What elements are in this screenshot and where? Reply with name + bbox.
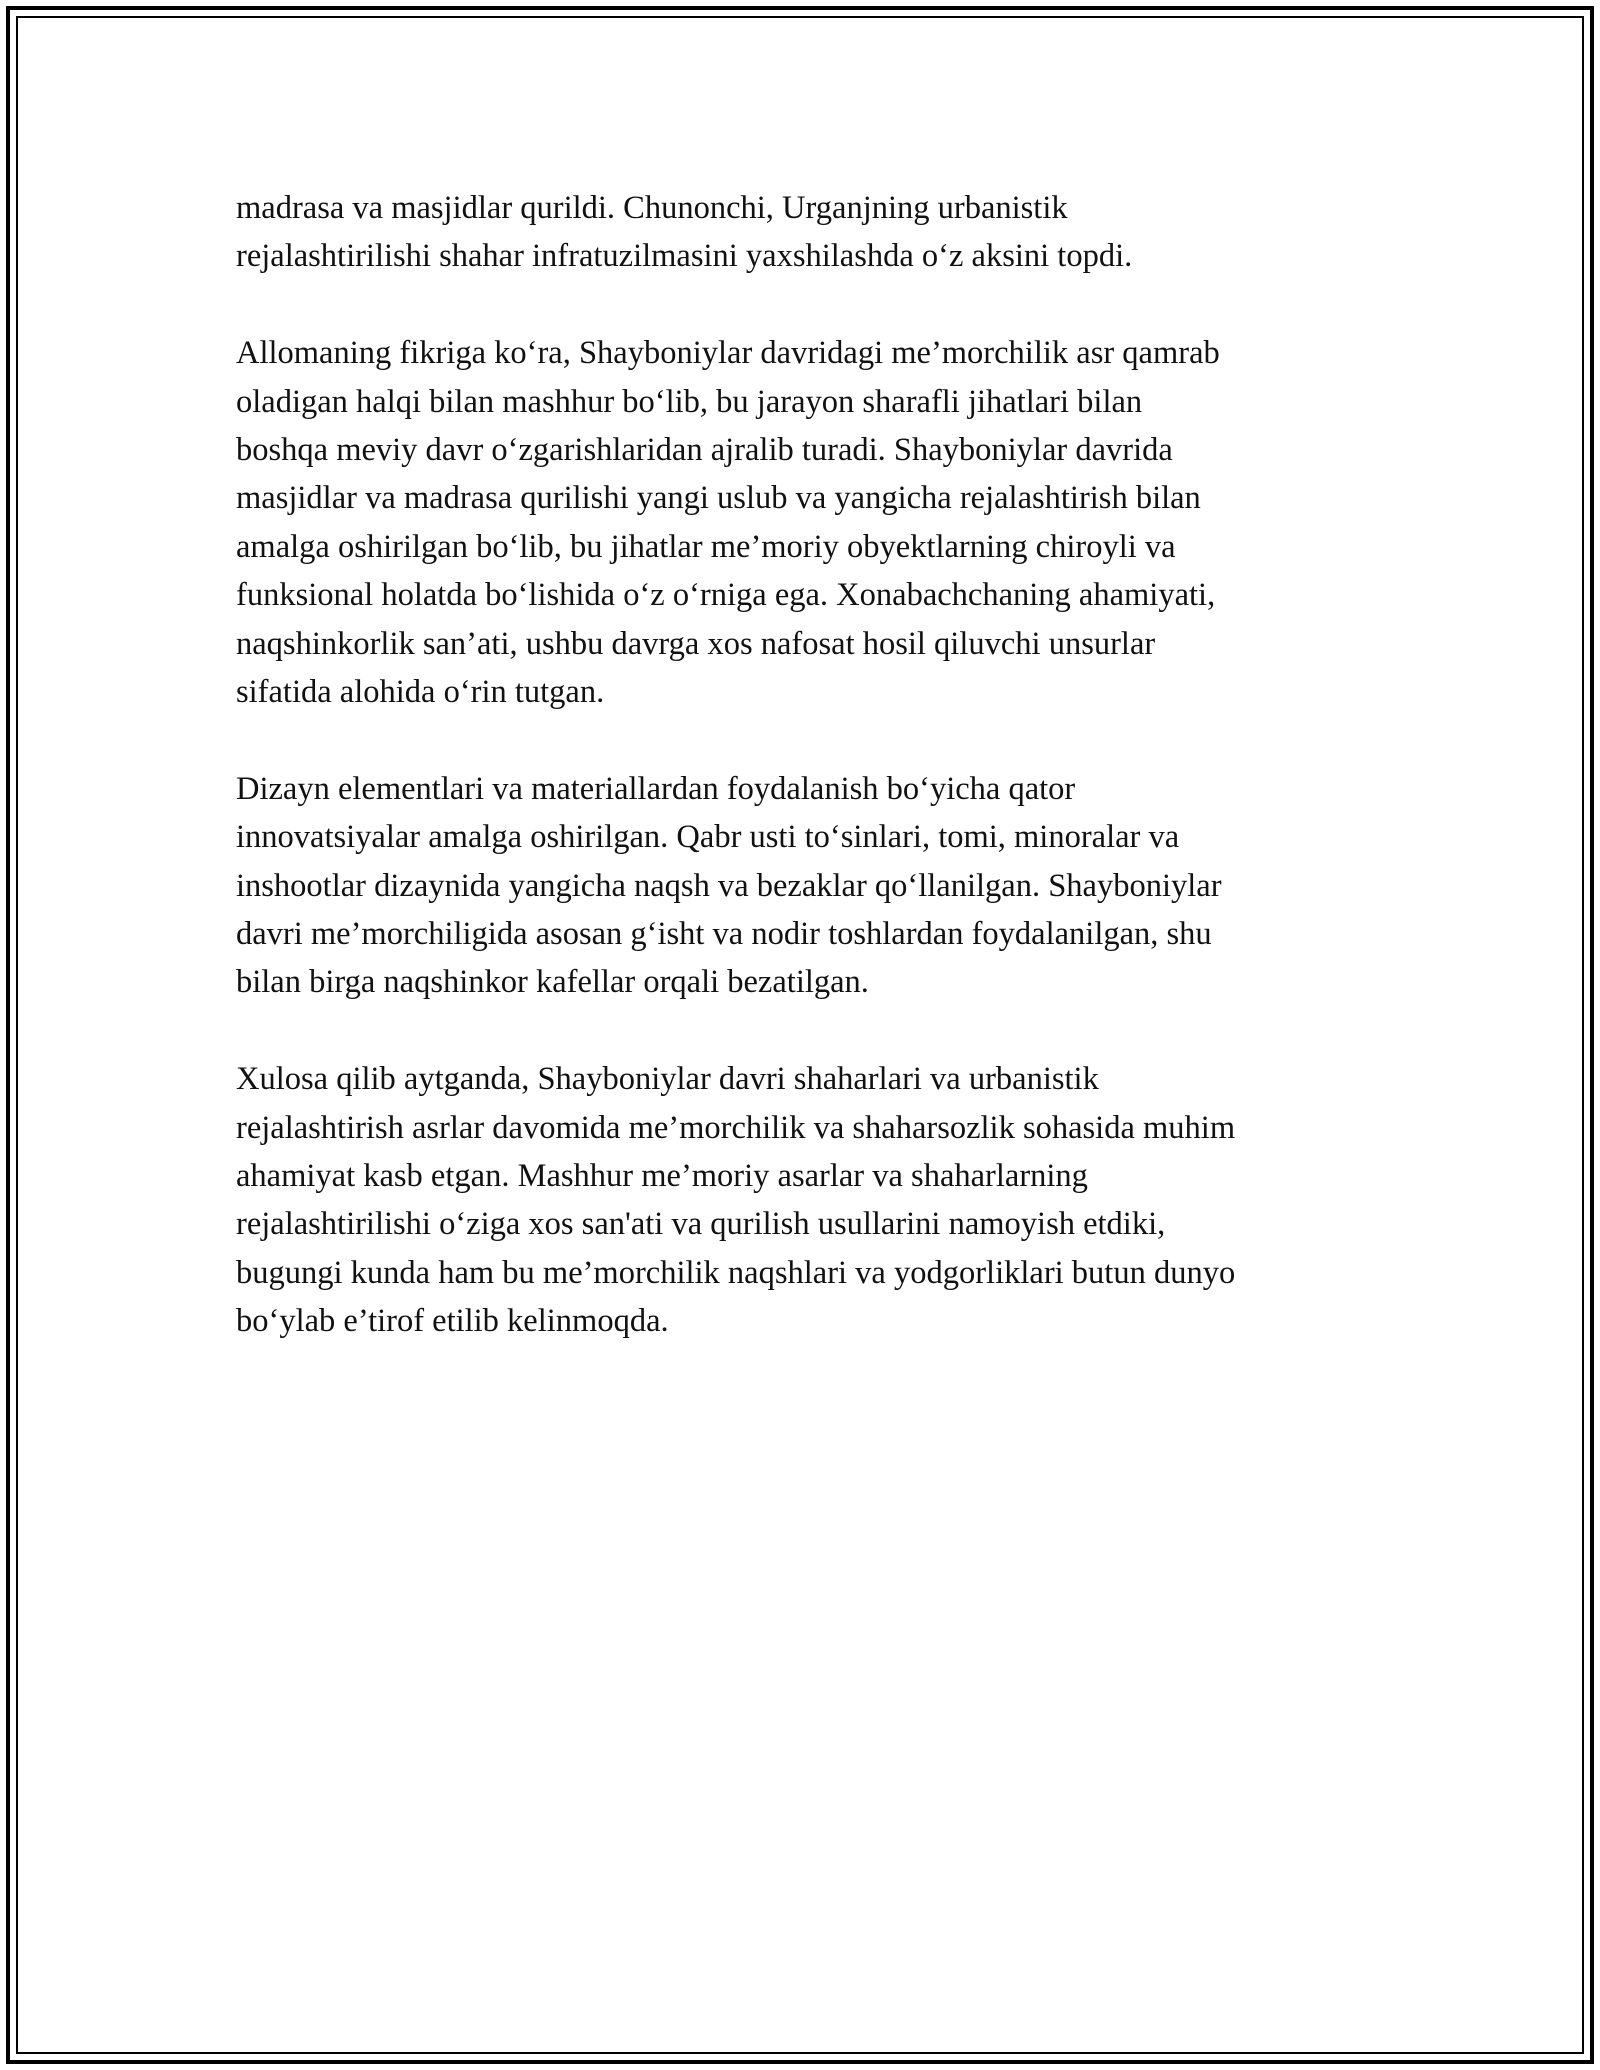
text-line: oladigan halqi bilan mashhur bo‘lib, bu jarayon sharafli jihatlari bilan <box>236 383 1143 420</box>
text-line: Dizayn elementlari va materiallardan foydalanish bo‘yicha qator <box>236 770 1076 807</box>
text-line: bugungi kunda ham bu me’morchilik naqshlari va yodgorliklari butun dunyo <box>236 1254 1236 1291</box>
text-line: rejalashtirish asrlar davomida me’morchilik va shaharsozlik sohasida muhim <box>236 1109 1236 1146</box>
text-line: Allomaning fikriga ko‘ra, Shayboniylar davridagi me’morchilik asr qamrab <box>236 335 1220 372</box>
text-line: amalga oshirilgan bo‘lib, bu jihatlar me’moriy obyektlarning chiroyli va <box>236 528 1176 565</box>
text-line: rejalashtirilishi shahar infratuzilmasini yaxshilashda o‘z aksini topdi. <box>236 238 1133 275</box>
text-line: masjidlar va madrasa qurilishi yangi uslub va yangicha rejalashtirish bilan <box>236 480 1201 517</box>
text-line: madrasa va masjidlar qurildi. Chunonchi, Urganjning urbanistik <box>236 190 1068 226</box>
text-line: ahamiyat kasb etgan. Mashhur me’moriy asarlar va shaharlarning <box>236 1158 1088 1195</box>
text-line: innovatsiyalar amalga oshirilgan. Qabr usti to‘sinlari, tomi, minoralar va <box>236 819 1180 856</box>
text-line: davri me’morchiligida asosan g‘isht va nodir toshlardan foydalanilgan, shu <box>236 916 1212 953</box>
paragraph-3 <box>236 765 1396 1007</box>
text-line: rejalashtirilishi o‘ziga xos san'ati va qurilish usullarini namoyish etdiki, <box>236 1206 1166 1243</box>
paragraph-2 <box>236 329 1396 716</box>
text-line: sifatida alohida o‘rin tutgan. <box>236 674 605 711</box>
text-line: bo‘ylab e’tirof etilib kelinmoqda. <box>236 1303 669 1340</box>
text-line: inshootlar dizaynida yangicha naqsh va bezaklar qo‘llanilgan. Shayboniylar <box>236 867 1222 904</box>
text-line: bilan birga naqshinkor kafellar orqali bezatilgan. <box>236 964 869 1001</box>
text-line: boshqa meviy davr o‘zgarishlaridan ajralib turadi. Shayboniylar davrida <box>236 432 1173 469</box>
text-line: Xulosa qilib aytganda, Shayboniylar davri shaharlari va urbanistik <box>236 1061 1099 1098</box>
document-body <box>236 184 1396 1394</box>
paragraph-4 <box>236 1055 1396 1345</box>
paragraph-1 <box>236 184 1396 281</box>
text-line: naqshinkorlik san’ati, ushbu davrga xos nafosat hosil qiluvchi unsurlar <box>236 625 1156 662</box>
text-line: funksional holatda bo‘lishida o‘z o‘rniga ega. Xonabachchaning ahamiyati, <box>236 577 1216 614</box>
